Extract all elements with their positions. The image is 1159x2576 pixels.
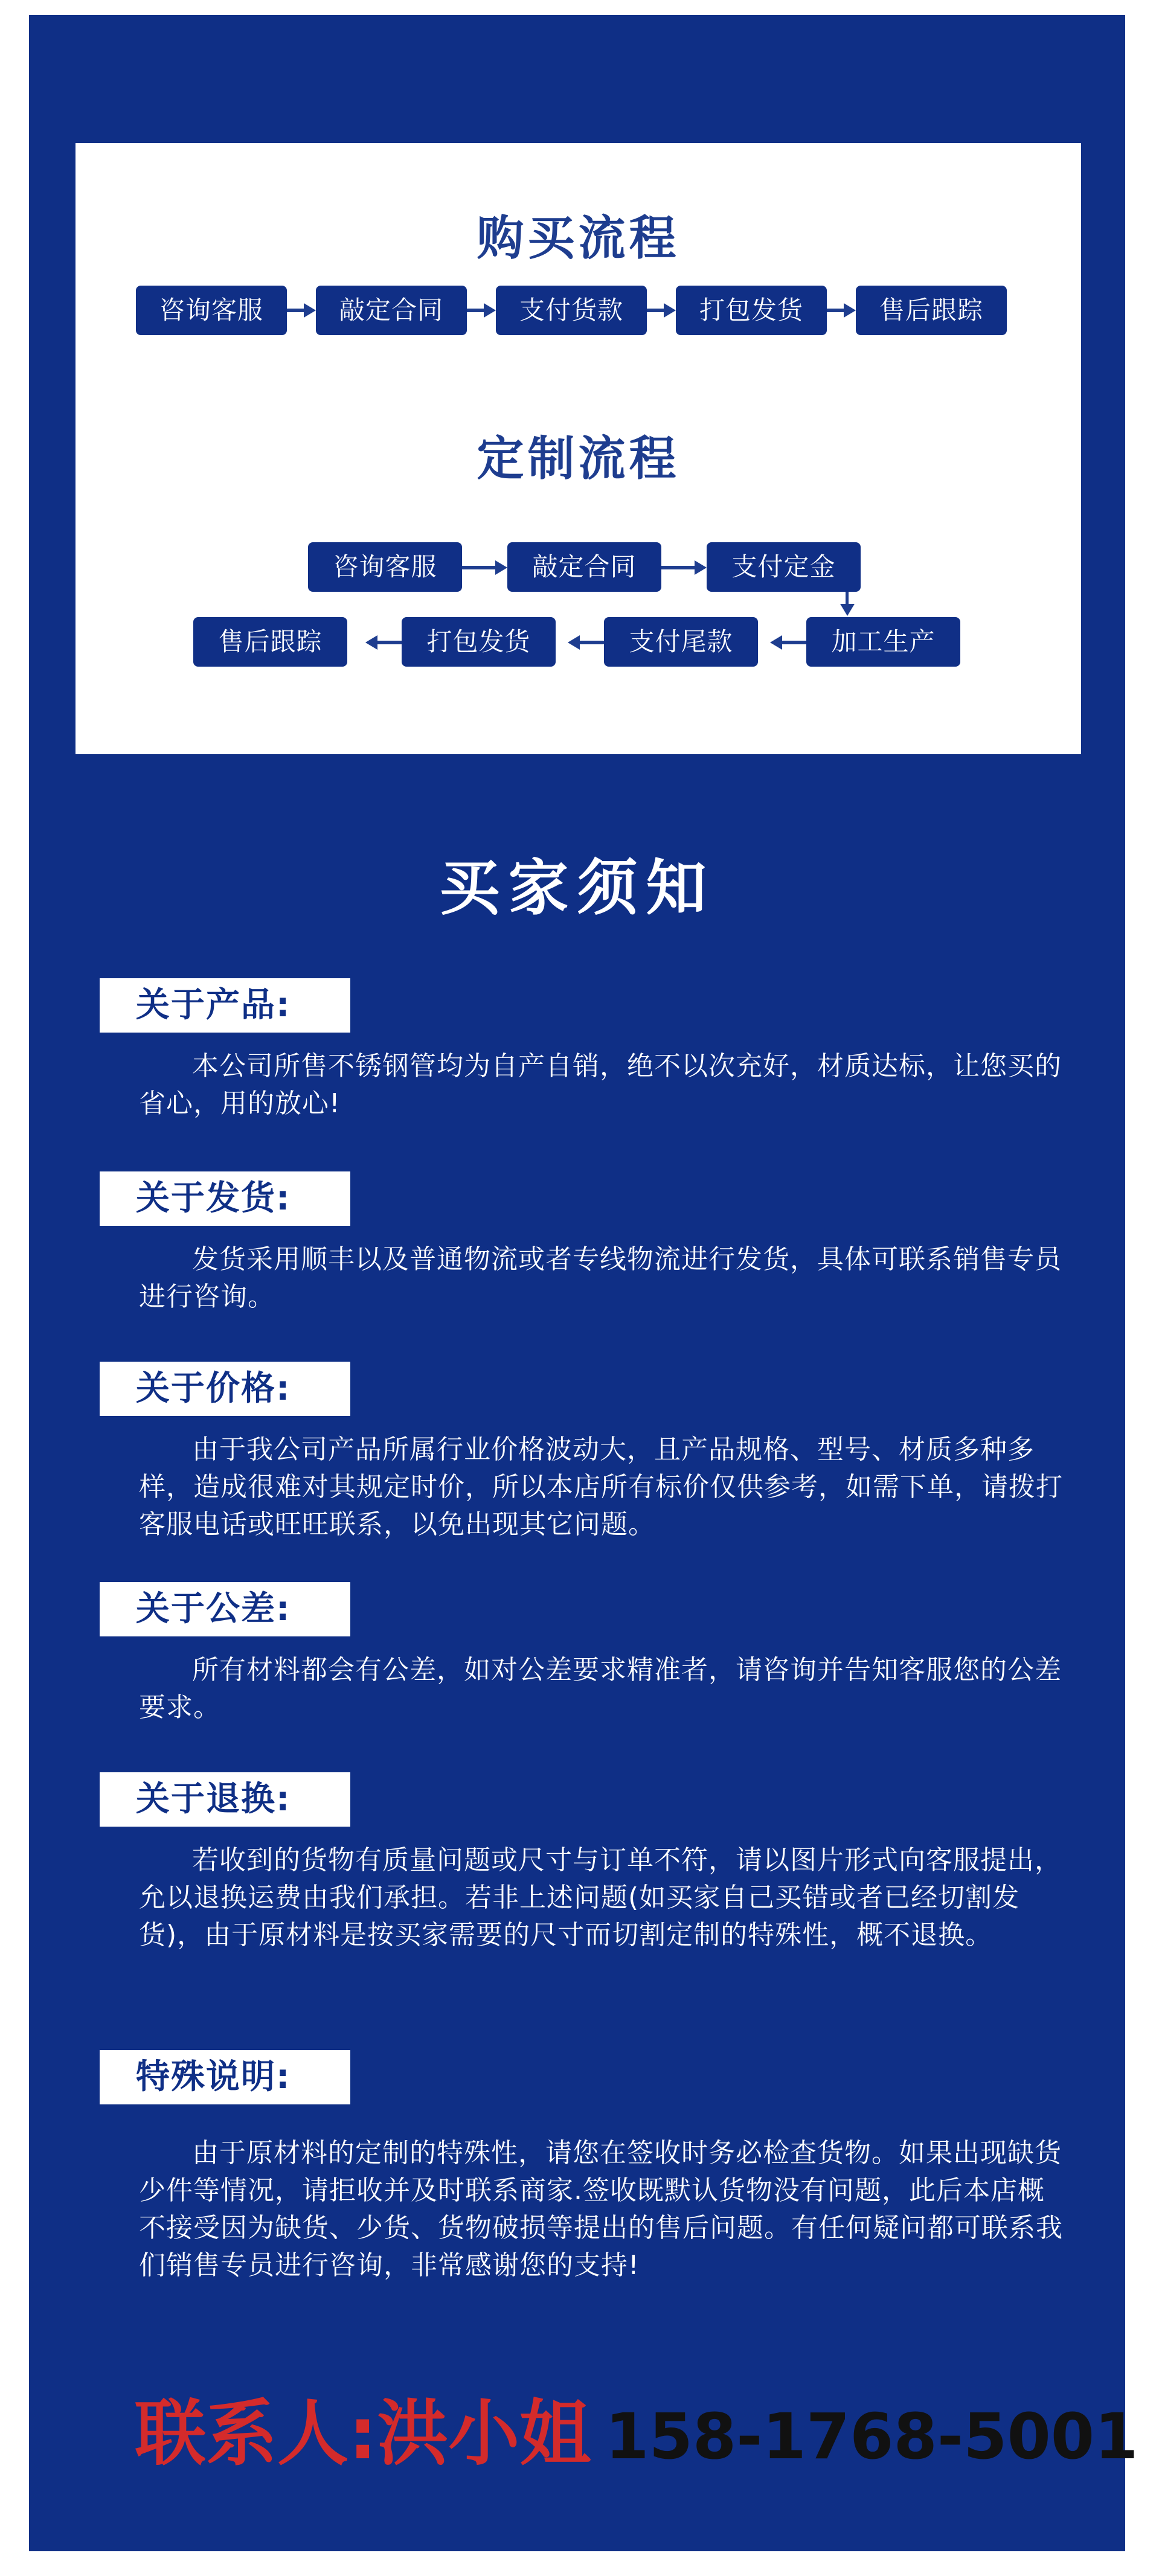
purchase-step-payment: 支付货款	[496, 286, 647, 335]
section-label-tolerance: 关于公差:	[100, 1582, 350, 1636]
custom-flow-title: 定制流程	[477, 432, 680, 486]
arrow-right-icon	[462, 555, 507, 580]
arrow-right-icon	[661, 555, 707, 580]
custom-step-packing: 打包发货	[402, 617, 556, 667]
flow-card	[75, 143, 1081, 754]
section-label-product: 关于产品:	[100, 978, 350, 1033]
section-label-shipping: 关于发货:	[100, 1171, 350, 1226]
custom-step-deposit: 支付定金	[707, 542, 861, 592]
arrow-right-icon	[647, 298, 676, 323]
arrow-right-icon	[827, 298, 856, 323]
contact-line	[135, 2391, 1138, 2476]
arrow-left-icon	[770, 630, 806, 655]
contact-phone[interactable]: 158-1768-5001	[605, 2400, 1138, 2473]
section-text-product: 本公司所售不锈钢管均为自产自销，绝不以次充好，材质达标，让您买的省心，用的放心!	[139, 1051, 1062, 1119]
section-label-special: 特殊说明:	[100, 2050, 350, 2104]
notice-title: 买家须知	[439, 853, 715, 923]
section-text-price: 由于我公司产品所属行业价格波动大，且产品规格、型号、材质多种多样，造成很难对其规定时价，所以本店所有标价仅供参考，如需下单，请拨打客服电话或旺旺联系，以免出现其它问题。	[139, 1434, 1063, 1540]
section-label-price: 关于价格:	[100, 1362, 350, 1416]
section-label-return: 关于退换:	[100, 1772, 350, 1827]
custom-step-production: 加工生产	[806, 617, 960, 667]
arrow-left-icon	[568, 630, 604, 655]
purchase-step-consult: 咨询客服	[136, 286, 287, 335]
purchase-flow-title: 购买流程	[477, 211, 680, 266]
section-text-return: 若收到的货物有质量问题或尺寸与订单不符，请以图片形式向客服提出，允以退换运费由我们承担。若非上述问题(如买家自己买错或者已经切割发货)，由于原材料是按买家需要的尺寸而切割定制的特殊性，概不退换。	[139, 1845, 1062, 1950]
section-text-special: 由于原材料的定制的特殊性，请您在签收时务必检查货物。如果出现缺货少件等情况，请拒收并及时联系商家.签收既默认货物没有问题，此后本店概不接受因为缺货、少货、货物破损等提出的售后问题。有任何疑问都可联系我们销售专员进行咨询，非常感谢您的支持!	[139, 2138, 1063, 2281]
purchase-step-packing: 打包发货	[676, 286, 827, 335]
custom-step-aftersale: 售后跟踪	[193, 617, 347, 667]
arrow-right-icon	[467, 298, 496, 323]
custom-step-contract: 敲定合同	[507, 542, 661, 592]
custom-step-consult: 咨询客服	[308, 542, 462, 592]
arrow-down-icon	[840, 592, 855, 616]
contact-person: 联系人:洪小姐	[135, 2392, 591, 2475]
arrow-left-icon	[365, 630, 402, 655]
purchase-step-contract: 敲定合同	[316, 286, 467, 335]
custom-step-balance: 支付尾款	[604, 617, 758, 667]
purchase-step-aftersale: 售后跟踪	[856, 286, 1007, 335]
section-text-shipping: 发货采用顺丰以及普通物流或者专线物流进行发货，具体可联系销售专员进行咨询。	[139, 1244, 1062, 1312]
arrow-right-icon	[287, 298, 316, 323]
section-text-tolerance: 所有材料都会有公差，如对公差要求精准者，请咨询并告知客服您的公差要求。	[139, 1655, 1062, 1723]
